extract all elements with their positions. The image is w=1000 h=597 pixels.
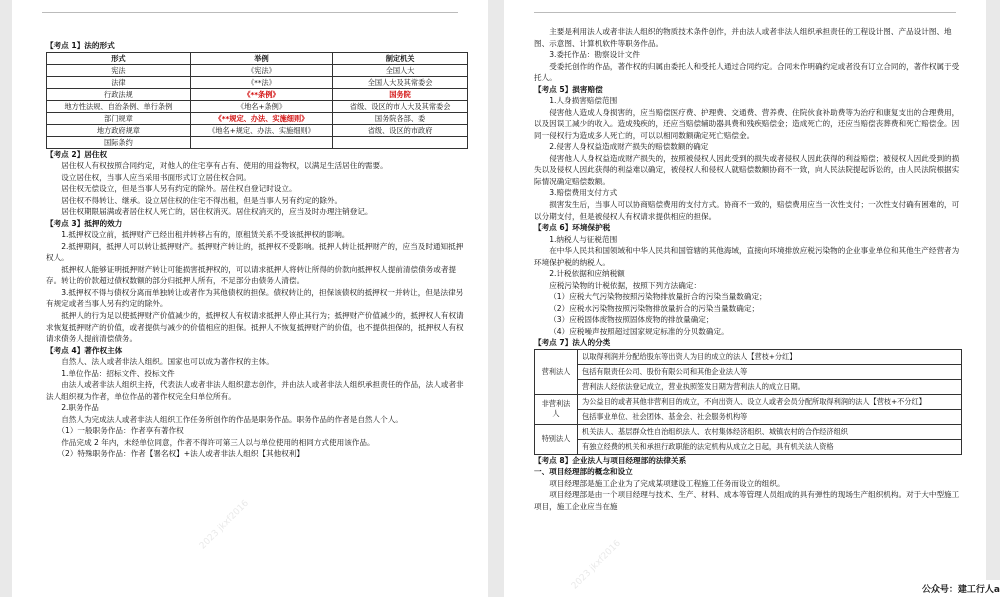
table-cell: 以取得利润并分配给股东等出资人为目的成立的法人【营枝+分红】 [578,349,962,364]
table-cell [333,136,468,148]
table-cell: 包括有限责任公司、股份有限公司和其他企业法人等 [578,364,962,379]
paragraph: 1.抵押权设立前，抵押财产已经出租并转移占有的，原租赁关系不受该抵押权的影响。 [61,230,350,240]
table-row [47,112,468,124]
paragraph: 3.委托作品：勘察设计文件 [549,50,640,60]
table-cell: 有独立经费的机关和承担行政职能的法定机构从成立之日起，具有机关法人资格 [578,439,962,454]
paragraph: 项目经理部是施工企业为了完成某项建设工程施工任务而设立的组织。 [549,478,785,488]
table-row [535,394,962,409]
paragraph: 2.职务作品 [61,403,99,413]
table-header-row [47,52,468,64]
table-cell: 行政法规 [47,88,191,100]
law-forms-table [46,52,468,149]
table-row [47,76,468,88]
k7-title: 【考点 7】法人的分类 [534,338,611,348]
header-rule [534,12,956,13]
left-page [12,0,488,597]
table-cell: 包括事业单位、社会团体、基金会、社会服务机构等 [578,409,962,424]
paragraph: 自然人为完成法人或者非法人组织工作任务所创作的作品是职务作品。职务作品的作者是自然人个人。 [61,414,403,424]
paragraph: （1）应税大气污染物按照污染物排放量折合的污染当量数确定； [549,292,767,302]
table-cell: 省级、设区的市人大及其常委会 [333,100,468,112]
paragraph: 侵害他人造成人身损害的，应当赔偿医疗费、护理费、交通费、营养费、住院伙食补助费等为治疗和康复支出的合理费用，以及因误工减少的收入。造成残疾的，还应当赔偿辅助器具费和残疾赔偿金；造成死亡的，还应当赔偿丧葬费和死亡赔偿金。因同一侵权行为造成多人死亡的，可以以相同数额确定死亡赔偿金。 [534,107,960,140]
table-cell: 省级、设区的市政府 [333,124,468,136]
paragraph: （2）特殊职务作品：作者【署名权】+法人或者非法人组织【其他权利】 [57,449,304,459]
table-cell: 国际条约 [47,136,191,148]
table-cell: 全国人大及其常委会 [333,76,468,88]
k6-title: 【考点 6】环境保护税 [534,223,611,233]
paragraph: 2.抵押期间，抵押人可以转让抵押财产。抵押财产转让的，抵押权不受影响。抵押人转让抵押财产的，应当及时通知抵押权人。 [46,241,464,263]
table-row [47,136,468,148]
legal-person-table [534,349,962,455]
k8-title: 【考点 8】企业法人与项目经理部的法律关系 [534,455,687,465]
table-row [47,100,468,112]
paragraph: 在中华人民共和国领域和中华人民共和国管辖的其他海域，直接向环境排放应税污染物的企业事业单位和其他生产经营者为环境保护税的纳税人。 [534,246,960,267]
paragraph: 由法人或者非法人组织主持，代表法人或者非法人组织意志创作，并由法人或者非法人组织承担责任的作品，法人或者非法人组织视为作者，单位作品的著作权完全归单位所有。 [46,380,464,401]
paragraph: 抵押人的行为足以使抵押财产价值减少的，抵押权人有权请求抵押人停止其行为；抵押财产价值减少的，抵押权人有权请求恢复抵押财产的价值，或者提供与减少的价值相应的担保。抵押人不恢复抵押财产的价值，也不提供担保的，抵押权人有权请求债务人提前清偿债务。 [46,310,464,344]
table-row [535,379,962,394]
paragraph: 2.计税依据和应纳税额 [549,269,625,279]
right-content [534,26,962,513]
table-header: 制定机关 [333,52,468,64]
paragraph: 作品完成 2 年内，未经单位同意，作者不得许可第三人以与单位使用的相同方式使用该作品。 [61,437,375,447]
table-cell: 营利法人经依法登记成立，营业执照签发日期为营利法人的成立日期。 [578,379,962,394]
table-cell: 全国人大 [333,64,468,76]
table-row [535,439,962,454]
table-cell: 《地名+规定、办法、实施细则》 [190,124,332,136]
paragraph: 3.抵押权不得与债权分离而单独转让或者作为其他债权的担保。债权转让的，担保该债权的抵押权一并转让，但是法律另有规定或者当事人另有约定的除外。 [46,287,464,309]
table-row [47,88,468,100]
paragraph: 侵害他人人身权益造成财产损失的，按照被侵权人因此受到的损失或者侵权人因此获得的利益赔偿；被侵权人因此受到的损失以及侵权人因此获得的利益难以确定，被侵权人和侵权人就赔偿数额协商不一致，向人民法院提起诉讼的，由人民法院根据实际情况确定赔偿数额。 [534,153,960,186]
table-row [47,124,468,136]
table-row [535,349,962,364]
right-page [504,0,986,597]
table-cell: 国务院 [333,88,468,100]
table-cell: 非营利法人 [535,394,578,424]
table-header: 举例 [190,52,332,64]
table-cell [190,136,332,148]
table-row [535,424,962,439]
table-cell: 国务院各部、委 [333,112,468,124]
k3-title: 【考点 3】抵押的效力 [46,218,123,228]
paragraph: 1.人身损害赔偿范围 [549,96,618,106]
paragraph: 1.纳税人与征税范围 [549,234,618,244]
paragraph: （1）一般职务作品：作者享有著作权 [57,426,184,436]
table-row [535,409,962,424]
watermark: 2023 jkxf2016 [197,498,251,552]
table-cell: 营利法人 [535,349,578,394]
paragraph: 项目经理部是由一个项目经理与技术、生产、材料、成本等管理人员组成的具有弹性的现场生产组织机构。对于大中型施工项目，施工企业应当在施 [534,490,960,511]
paragraph: 1.单位作品：招标文件、投标文件 [61,368,175,378]
paragraph: 居住权不得转让、继承。设立居住权的住宅不得出租，但是当事人另有约定的除外。 [61,195,343,205]
table-row [47,64,468,76]
paragraph: 受委托创作的作品，著作权的归属由委托人和受托人通过合同约定。合同未作明确约定或者没有订立合同的，著作权属于受托人。 [534,61,960,83]
paragraph: （2）应税水污染物按照污染物排放量折合的污染当量数确定； [549,303,760,313]
k1-title: 【考点 1】法的形式 [46,41,115,50]
paragraph: 居住权期限届满或者居住权人死亡的，居住权消灭。居住权消灭的，应当及时办理注销登记。 [61,207,373,217]
paragraph: 主要是利用法人或者非法人组织的物质技术条件创作，并由法人或者非法人组织承担责任的工程设计图、产品设计图、地图、示意图、计算机软件等职务作品。 [534,27,952,48]
paragraph: 应税污染物的计税依据，按照下列方法确定： [549,280,702,290]
table-cell: 特别法人 [535,424,578,454]
table-cell: 宪法 [47,64,191,76]
paragraph: 设立居住权，当事人应当采用书面形式订立居住权合同。 [61,172,252,182]
table-cell: 法律 [47,76,191,88]
table-cell: 机关法人、基层群众性自治组织法人、农村集体经济组织、城镇农村的合作经济组织 [578,424,962,439]
table-header: 形式 [47,52,191,64]
paragraph: 损害发生后，当事人可以协商赔偿费用的支付方式。协商不一致的，赔偿费用应当一次性支付；一次性支付确有困难的，可以分期支付，但是被侵权人有权请求提供相应的担保。 [534,199,960,221]
table-cell: 《地名+条例》 [190,100,332,112]
k2-title: 【考点 2】居住权 [46,149,108,159]
footer-account-label: 公众号：建工行人a [914,580,1000,597]
k4-title: 【考点 4】著作权主体 [46,345,123,355]
paragraph: 3.赔偿费用支付方式 [549,188,618,198]
left-content [46,40,468,460]
paragraph: 居住权无偿设立，但是当事人另有约定的除外。居住权自登记时设立。 [61,184,297,194]
table-cell: 《**规定、办法、实施细则》 [190,112,332,124]
paragraph: 自然人、法人或者非法人组织。国家也可以成为著作权的主体。 [61,357,274,367]
table-cell: 《宪法》 [190,64,332,76]
k8-subtitle: 一、项目经理部的概念和设立 [534,467,633,477]
paragraph: （3）应税固体废物按照固体废物的排放量确定； [549,315,714,325]
table-cell: 《**条例》 [190,88,332,100]
paragraph: 抵押权人能够证明抵押财产转让可能损害抵押权的，可以请求抵押人将转让所得的价款向抵押权人提前清偿债务或者提存。转让的价款超过债权数额的部分归抵押人所有，不足部分由债务人清偿。 [46,264,457,286]
paragraph: 2.侵害人身权益造成财产损失的赔偿数额的确定 [549,142,709,152]
table-cell: 地方政府规章 [47,124,191,136]
table-cell: 为公益目的或者其他非营利目的成立，不向出资人、设立人或者会员分配所取得利润的法人【营枝+不分红】 [578,394,962,409]
header-rule [42,12,458,13]
table-cell: 地方性法规、自治条例、单行条例 [47,100,191,112]
paragraph: （4）应税噪声按照超过国家规定标准的分贝数确定。 [549,326,729,336]
watermark: 2023 jkxf2016 [569,538,623,592]
k5-title: 【考点 5】损害赔偿 [534,84,603,94]
table-row [535,364,962,379]
table-cell: 部门规章 [47,112,191,124]
table-cell: 《**法》 [190,76,332,88]
paragraph: 居住权人有权按照合同约定，对他人的住宅享有占有、使用的用益物权，以满足生活居住的需要。 [61,161,388,171]
